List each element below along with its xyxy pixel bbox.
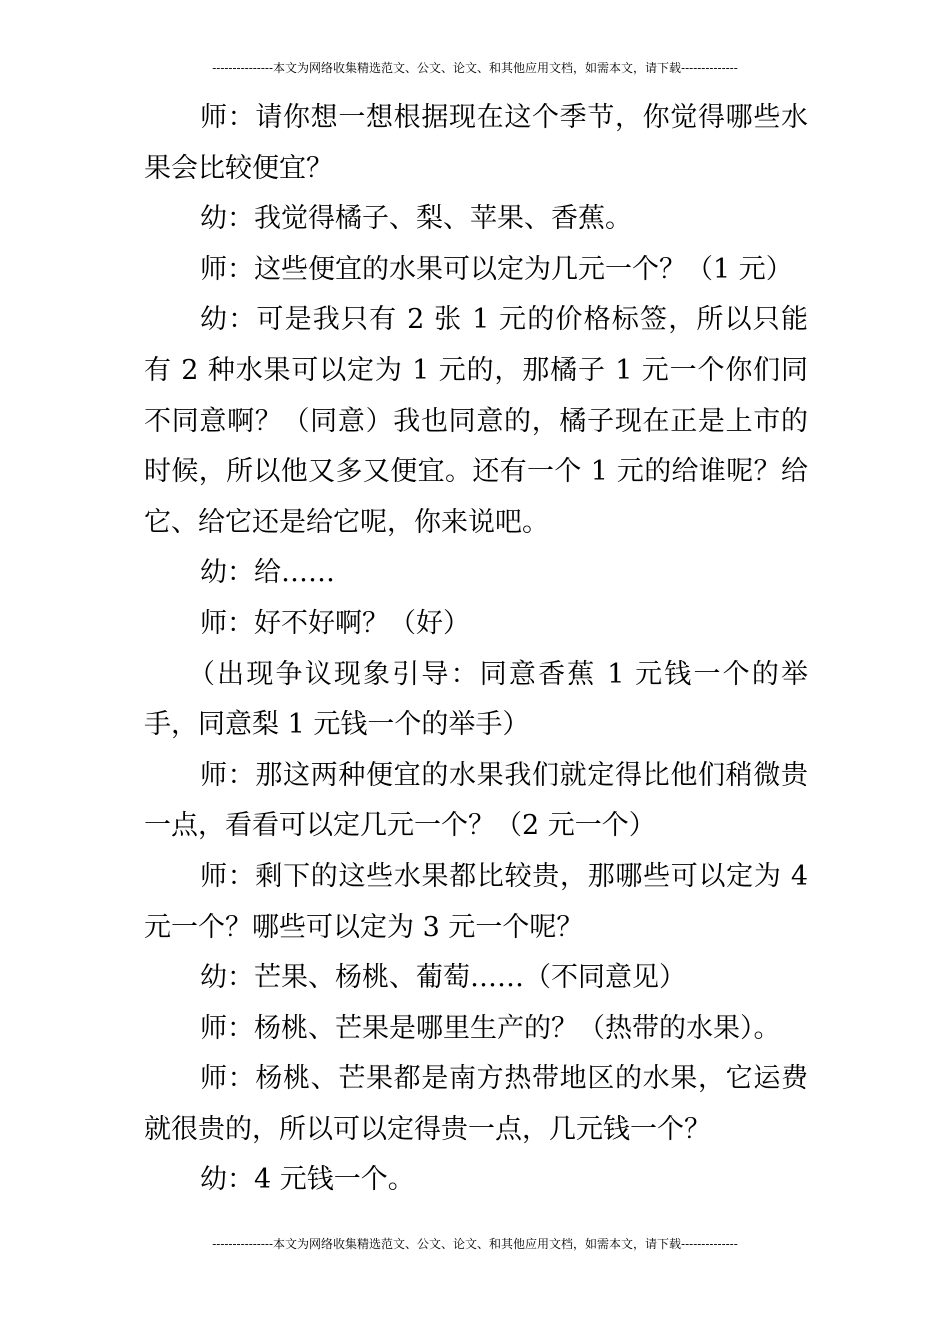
paragraph: （出现争议现象引导：同意香蕉 1 元钱一个的举手，同意梨 1 元钱一个的举手） xyxy=(144,658,808,741)
paragraph: 师：好不好啊？（好） xyxy=(200,607,470,639)
paragraph: 师：请你想一想根据现在这个季节，你觉得哪些水果会比较便宜？ xyxy=(144,102,808,184)
footer-banner: ---------------本文为网络收集精选范文、公文、论文、和其他应用文档，如需本文，请下载-------------- xyxy=(212,1237,738,1251)
paragraph: 幼：可是我只有 2 张 1 元的价格标签，所以只能有 2 种水果可以定为 1 元的，那橘子 1 元一个你们同不同意啊？（同意）我也同意的，橘子现在正是上市的时候，所以他又多又便宜。还有一个 1 元的给谁呢？给它、给它还是给它呢，你来说吧。 xyxy=(144,304,808,538)
paragraph: 幼：给…… xyxy=(200,557,335,589)
paragraph: 师：杨桃、芒果都是南方热带地区的水果，它运费就很贵的，所以可以定得贵一点，几元钱一个？ xyxy=(144,1063,808,1145)
paragraph: 幼：4 元钱一个。 xyxy=(200,1164,415,1196)
paragraph: 师：这些便宜的水果可以定为几元一个？（1 元） xyxy=(200,253,793,285)
header-banner: ---------------本文为网络收集精选范文、公文、论文、和其他应用文档，如需本文，请下载-------------- xyxy=(212,61,738,75)
document-body xyxy=(144,93,808,1206)
paragraph: 幼：我觉得橘子、梨、苹果、香蕉。 xyxy=(200,203,632,235)
paragraph: 师：那这两种便宜的水果我们就定得比他们稍微贵一点，看看可以定几元一个？（2 元一个） xyxy=(144,759,808,842)
paragraph: 师：剩下的这些水果都比较贵，那哪些可以定为 4 元一个？哪些可以定为 3 元一个呢？ xyxy=(144,860,808,943)
paragraph: 幼：芒果、杨桃、葡萄……（不同意见） xyxy=(200,962,686,994)
paragraph: 师：杨桃、芒果是哪里生产的？（热带的水果）。 xyxy=(200,1012,781,1044)
